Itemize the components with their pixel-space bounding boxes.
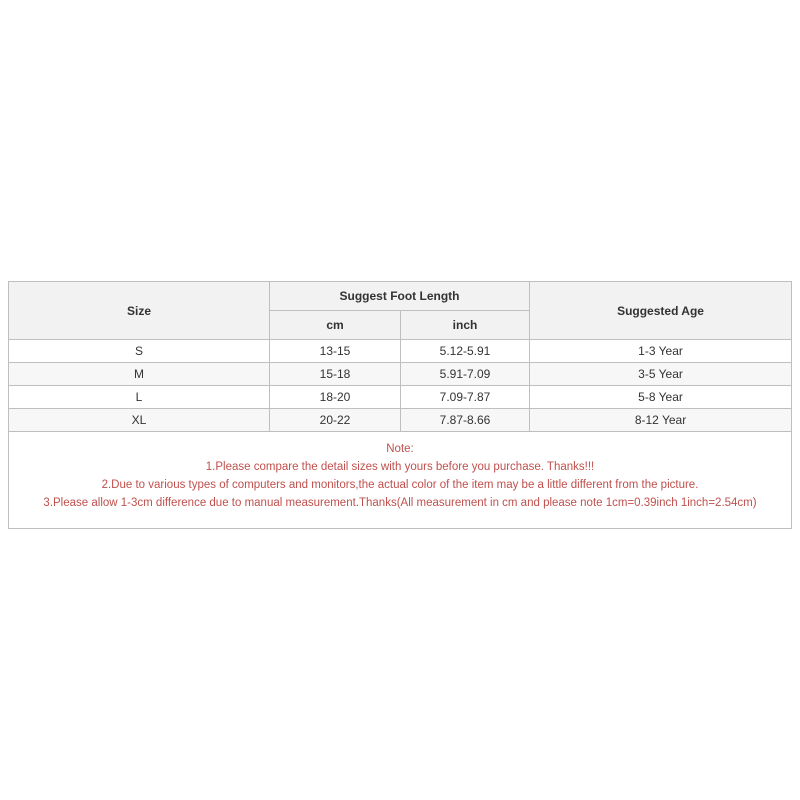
age-cell: 8-12 Year (530, 409, 792, 432)
cm-cell: 18-20 (270, 386, 401, 409)
size-cell: M (9, 363, 270, 386)
cm-cell: 20-22 (270, 409, 401, 432)
note-title: Note: (386, 443, 414, 455)
size-cell: S (9, 340, 270, 363)
size-header: Size (9, 282, 270, 340)
cm-cell: 15-18 (270, 363, 401, 386)
table-row (9, 340, 792, 363)
size-cell: XL (9, 409, 270, 432)
table-row (9, 363, 792, 386)
inch-cell: 5.12-5.91 (401, 340, 530, 363)
inch-cell: 7.09-7.87 (401, 386, 530, 409)
table-row (9, 386, 792, 409)
note-line: 2.Due to various types of computers and monitors,the actual color of the item may be a little different from the picture. (101, 479, 699, 491)
age-cell: 3-5 Year (530, 363, 792, 386)
cm-cell: 13-15 (270, 340, 401, 363)
age-header: Suggested Age (530, 282, 792, 340)
inch-cell: 5.91-7.09 (401, 363, 530, 386)
cm-header: cm (270, 311, 401, 340)
note-line: 1.Please compare the detail sizes with yours before you purchase. Thanks!!! (205, 461, 595, 473)
size-cell: L (9, 386, 270, 409)
note-line: 3.Please allow 1-3cm difference due to manual measurement.Thanks(All measurement in cm and please note 1cm=0.39inch 1inch=2.54cm) (43, 497, 757, 509)
size-chart-table (8, 281, 792, 529)
inch-header: inch (401, 311, 530, 340)
foot-length-header: Suggest Foot Length (270, 282, 530, 311)
table-row (9, 409, 792, 432)
inch-cell: 7.87-8.66 (401, 409, 530, 432)
age-cell: 5-8 Year (530, 386, 792, 409)
age-cell: 1-3 Year (530, 340, 792, 363)
note-block (9, 432, 792, 529)
